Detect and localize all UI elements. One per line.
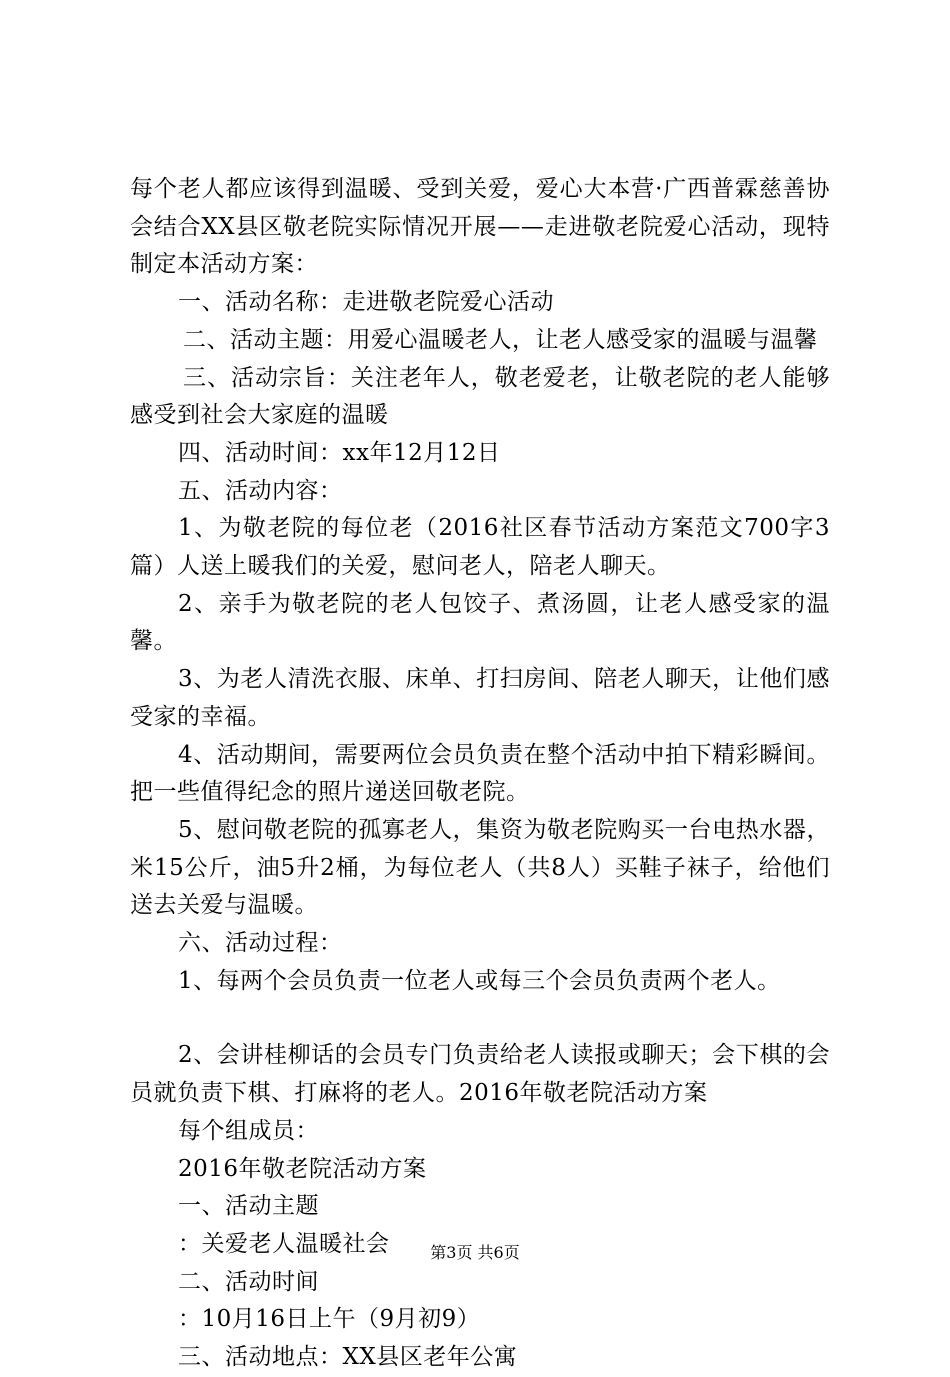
content-item-1: 1、为敬老院的每位老（2016社区春节活动方案范文700字3篇）人送上暖我们的关爱，慰问老人，陪老人聊天。 <box>130 515 830 580</box>
second-time-value: ：10月16日上午（9月初9） <box>178 1306 481 1333</box>
intro-paragraph: 每个老人都应该得到温暖、受到关爱，爱心大本营·广西普霖慈善协会结合XX县区敬老院实际情况开展——走进敬老院爱心活动，现特制定本活动方案： <box>130 176 830 278</box>
second-theme-value: ：关爱老人温暖社会 <box>178 1230 390 1257</box>
section-activity-theme: 二、活动主题：用爱心温暖老人，让老人感受家的温暖与温馨 <box>183 326 818 353</box>
document-body <box>130 171 830 1377</box>
section-activity-content: 五、活动内容： <box>178 477 343 504</box>
content-item-2: 2、亲手为敬老院的老人包饺子、煮汤圆，让老人感受家的温馨。 <box>130 590 830 655</box>
second-place-line: 三、活动地点：XX县区老年公寓 <box>178 1344 518 1371</box>
section-activity-purpose: 三、活动宗旨：关注老年人，敬老爱老，让敬老院的老人能够感受到社会大家庭的温暖 <box>130 364 830 429</box>
second-plan-title: 2016年敬老院活动方案 <box>178 1155 427 1182</box>
section-activity-name: 一、活动名称：走进敬老院爱心活动 <box>178 289 554 316</box>
content-item-4: 4、活动期间，需要两位会员负责在整个活动中拍下精彩瞬间。把一些值得纪念的照片递送回敬老院。 <box>130 741 830 806</box>
section-activity-process: 六、活动过程： <box>178 930 343 957</box>
process-item-2: 2、会讲桂柳话的会员专门负责给老人读报或聊天；会下棋的会员就负责下棋、打麻将的老人。2016年敬老院活动方案 <box>130 1042 830 1107</box>
content-item-3: 3、为老人清洗衣服、床单、打扫房间、陪老人聊天，让他们感受家的幸福。 <box>130 666 830 730</box>
paragraph-gap <box>130 1000 830 1037</box>
section-activity-time: 四、活动时间：xx年12月12日 <box>178 439 501 466</box>
process-item-1: 1、每两个会员负责一位老人或每三个会员负责两个老人。 <box>178 967 781 994</box>
second-theme-heading: 一、活动主题 <box>178 1193 319 1220</box>
page-number-footer: 第3页 共6页 <box>430 1243 520 1262</box>
content-item-5: 5、慰问敬老院的孤寡老人，集资为敬老院购买一台电热水器，米15公斤，油5升2桶，为每位老人（共8人）买鞋子袜子，给他们送去关爱与温暖。 <box>130 816 830 919</box>
second-time-heading: 二、活动时间 <box>178 1268 319 1295</box>
members-line: 每个组成员： <box>178 1117 319 1144</box>
